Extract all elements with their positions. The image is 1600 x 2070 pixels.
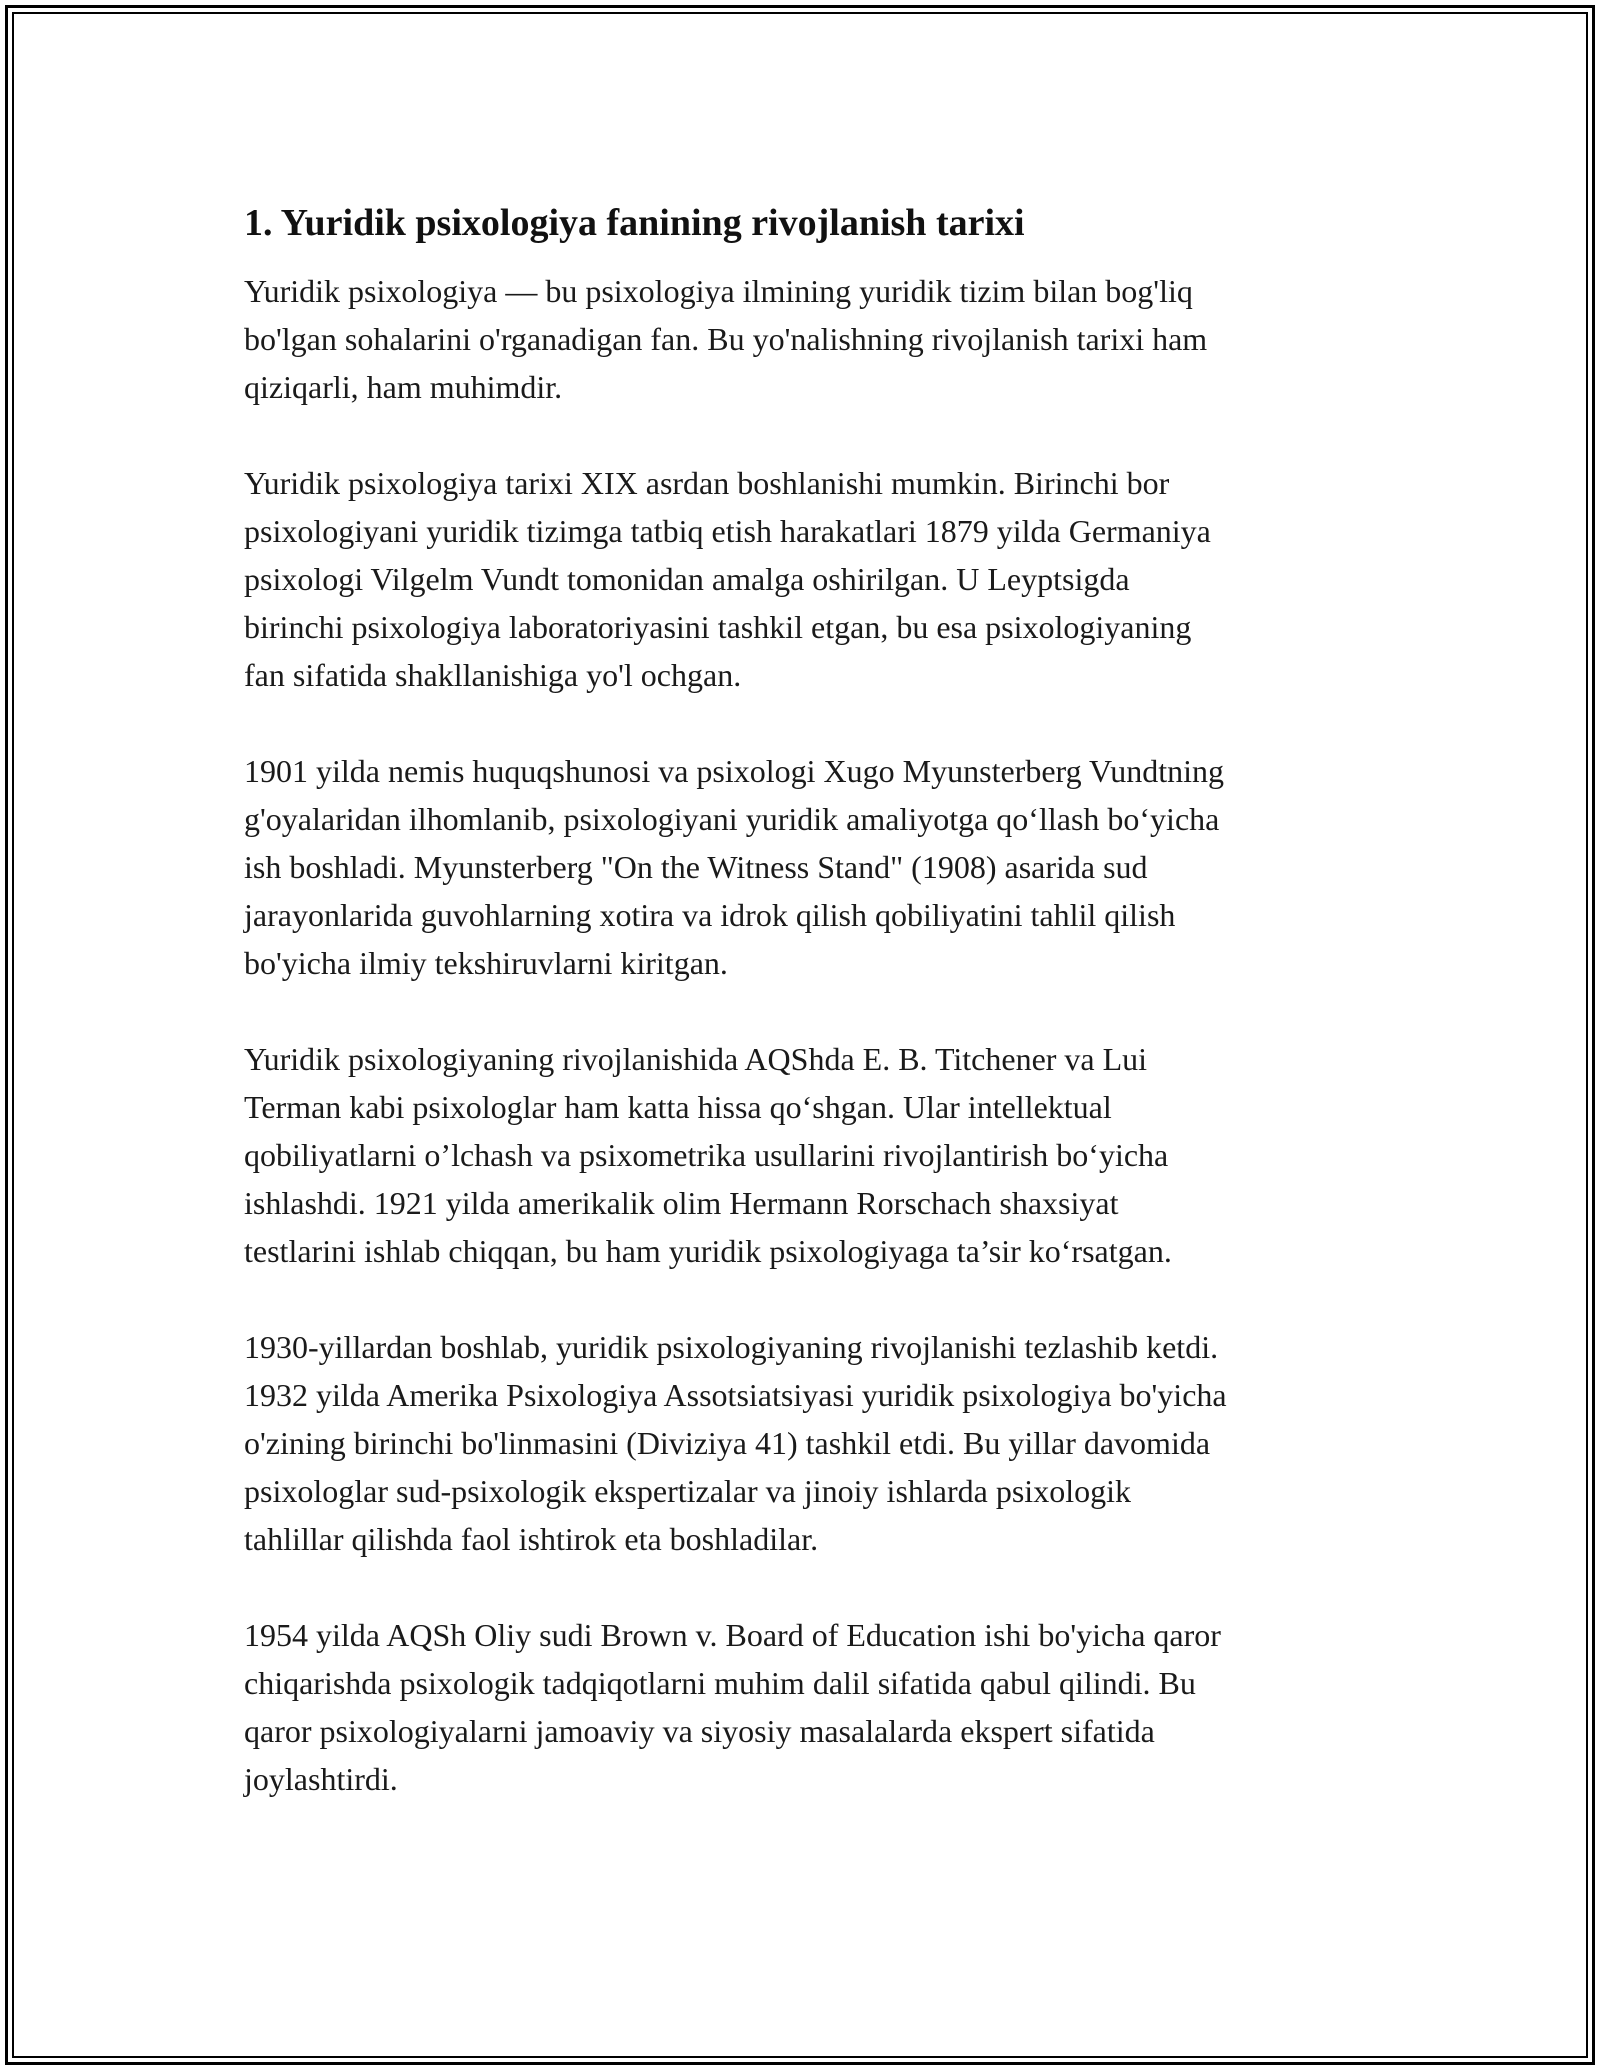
page-frame bbox=[5, 5, 1595, 2065]
paragraph-xix-century bbox=[244, 459, 1384, 699]
line: qobiliyatlarni o’lchash va psixometrika usullarini rivojlantirish bo‘yicha bbox=[244, 1137, 1169, 1173]
line: 1954 yilda AQSh Oliy sudi Brown v. Board of Education ishi bo'yicha qaror bbox=[244, 1617, 1221, 1653]
line: fan sifatida shakllanishiga yo'l ochgan. bbox=[244, 657, 742, 693]
paragraph-1930s bbox=[244, 1323, 1384, 1563]
line: Yuridik psixologiya — bu psixologiya ilmining yuridik tizim bilan bog'liq bbox=[244, 273, 1193, 309]
line: birinchi psixologiya laboratoriyasini tashkil etgan, bu esa psixologiyaning bbox=[244, 609, 1192, 645]
line: joylashtirdi. bbox=[244, 1761, 398, 1797]
line: o'zining birinchi bo'linmasini (Diviziya 41) tashkil etdi. Bu yillar davomida bbox=[244, 1425, 1211, 1461]
line: chiqarishda psixologik tadqiqotlarni muhim dalil sifatida qabul qilindi. Bu bbox=[244, 1665, 1196, 1701]
line: qiziqarli, ham muhimdir. bbox=[244, 369, 563, 405]
document-content bbox=[244, 196, 1384, 1851]
line: jarayonlarida guvohlarning xotira va idrok qilish qobiliyatini tahlil qilish bbox=[244, 897, 1176, 933]
paragraph-1901 bbox=[244, 747, 1384, 987]
paragraph-intro bbox=[244, 267, 1384, 411]
line: tahlillar qilishda faol ishtirok eta boshladilar. bbox=[244, 1521, 819, 1557]
line: ish boshladi. Myunsterberg "On the Witness Stand" (1908) asarida sud bbox=[244, 849, 1148, 885]
line: ishlashdi. 1921 yilda amerikalik olim Hermann Rorschach shaxsiyat bbox=[244, 1185, 1119, 1221]
line: Terman kabi psixologlar ham katta hissa qo‘shgan. Ular intellektual bbox=[244, 1089, 1112, 1125]
line: psixologiyani yuridik tizimga tatbiq etish harakatlari 1879 yilda Germaniya bbox=[244, 513, 1211, 549]
line: 1901 yilda nemis huquqshunosi va psixologi Xugo Myunsterberg Vundtning bbox=[244, 753, 1224, 789]
line: bo'lgan sohalarini o'rganadigan fan. Bu yo'nalishning rivojlanish tarixi ham bbox=[244, 321, 1208, 357]
line: qaror psixologiyalarni jamoaviy va siyosiy masalalarda ekspert sifatida bbox=[244, 1713, 1155, 1749]
paragraph-usa bbox=[244, 1035, 1384, 1275]
document-title: 1. Yuridik psixologiya fanining rivojlanish tarixi bbox=[244, 202, 1025, 244]
line: testlarini ishlab chiqqan, bu ham yuridik psixologiyaga ta’sir ko‘rsatgan. bbox=[244, 1233, 1172, 1269]
line: g'oyalaridan ilhomlanib, psixologiyani yuridik amaliyotga qo‘llash bo‘yicha bbox=[244, 801, 1220, 837]
line: Yuridik psixologiyaning rivojlanishida AQShda E. B. Titchener va Lui bbox=[244, 1041, 1148, 1077]
line: 1932 yilda Amerika Psixologiya Assotsiatsiyasi yuridik psixologiya bo'yicha bbox=[244, 1377, 1227, 1413]
line: 1930-yillardan boshlab, yuridik psixologiyaning rivojlanishi tezlashib ketdi. bbox=[244, 1329, 1219, 1365]
line: psixologlar sud-psixologik ekspertizalar va jinoiy ishlarda psixologik bbox=[244, 1473, 1131, 1509]
line: Yuridik psixologiya tarixi XIX asrdan boshlanishi mumkin. Birinchi bor bbox=[244, 465, 1170, 501]
paragraph-1954 bbox=[244, 1611, 1384, 1803]
line: bo'yicha ilmiy tekshiruvlarni kiritgan. bbox=[244, 945, 728, 981]
line: psixologi Vilgelm Vundt tomonidan amalga oshirilgan. U Leyptsigda bbox=[244, 561, 1130, 597]
